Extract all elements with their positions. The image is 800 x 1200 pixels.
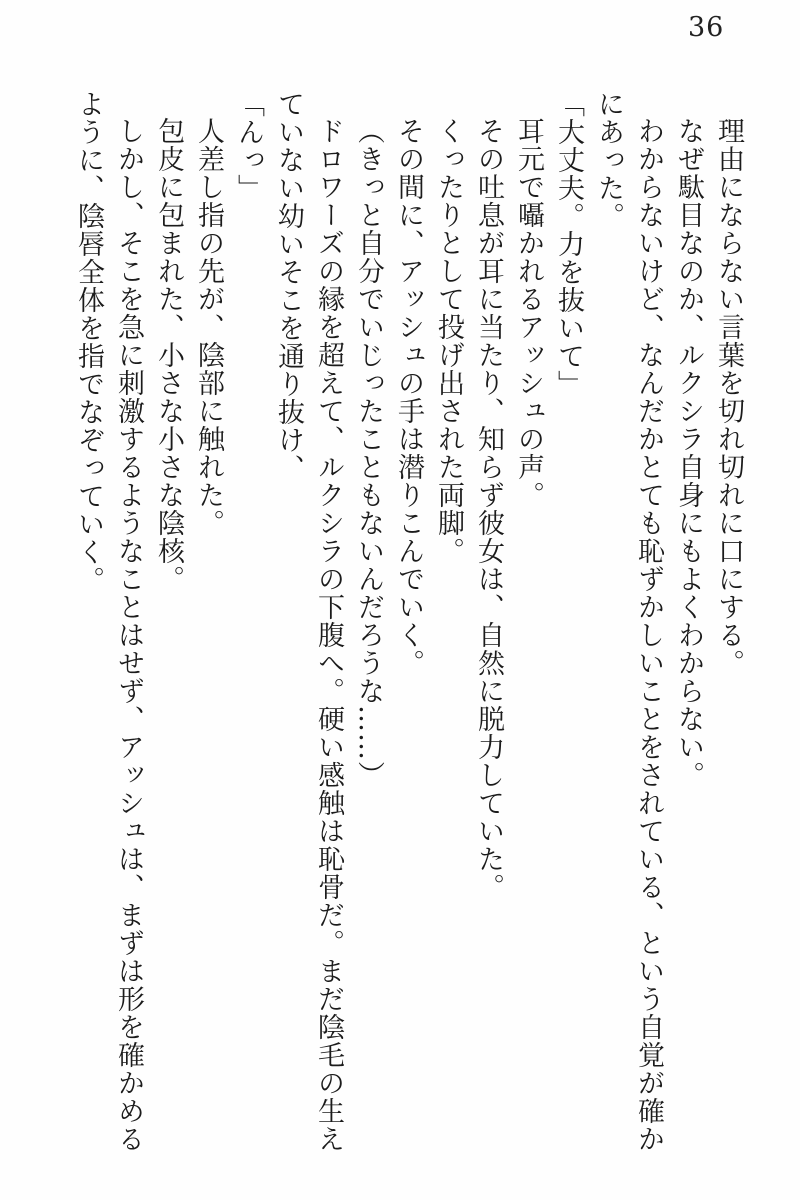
paragraph: ドロワーズの縁を超えて、ルクシラの下腹へ。硬い感触は恥骨だ。まだ陰毛の生えていない幼いそこを通り抜け、 bbox=[273, 90, 344, 1153]
paragraph: 「大丈夫。力を抜いて」 bbox=[553, 90, 584, 398]
paragraph: 包皮に包まれた、小さな小さな陰核。 bbox=[153, 117, 184, 593]
paragraph: 耳元で囁かれるアッシュの声。 bbox=[513, 117, 544, 509]
paragraph: （きっと自分でいじったこともないんだろうな……） bbox=[353, 117, 384, 789]
paragraph: しかし、そこを急に刺激するようなことはせず、アッシュは、まずは形を確かめるように、陰唇全体を指でなぞっていく。 bbox=[73, 90, 144, 1153]
paragraph: その間に、アッシュの手は潜りこんでいく。 bbox=[393, 117, 424, 677]
paragraph: なぜ駄目なのか、ルクシラ自身にもよくわからない。 bbox=[673, 117, 704, 789]
body-text bbox=[68, 90, 748, 1160]
paragraph: 「んっ」 bbox=[233, 90, 264, 202]
paragraph: 理由にならない言葉を切れ切れに口にする。 bbox=[713, 117, 744, 677]
paragraph: 人差し指の先が、陰部に触れた。 bbox=[193, 117, 224, 537]
paragraph: その吐息が耳に当たり、知らず彼女は、自然に脱力していた。 bbox=[473, 117, 504, 901]
paragraph: くったりとして投げ出された両脚。 bbox=[433, 117, 464, 565]
page-number: 36 bbox=[688, 12, 725, 43]
paragraph: わからないけど、なんだかとても恥ずかしいことをされている、という自覚が確かにあった。 bbox=[593, 90, 664, 1153]
